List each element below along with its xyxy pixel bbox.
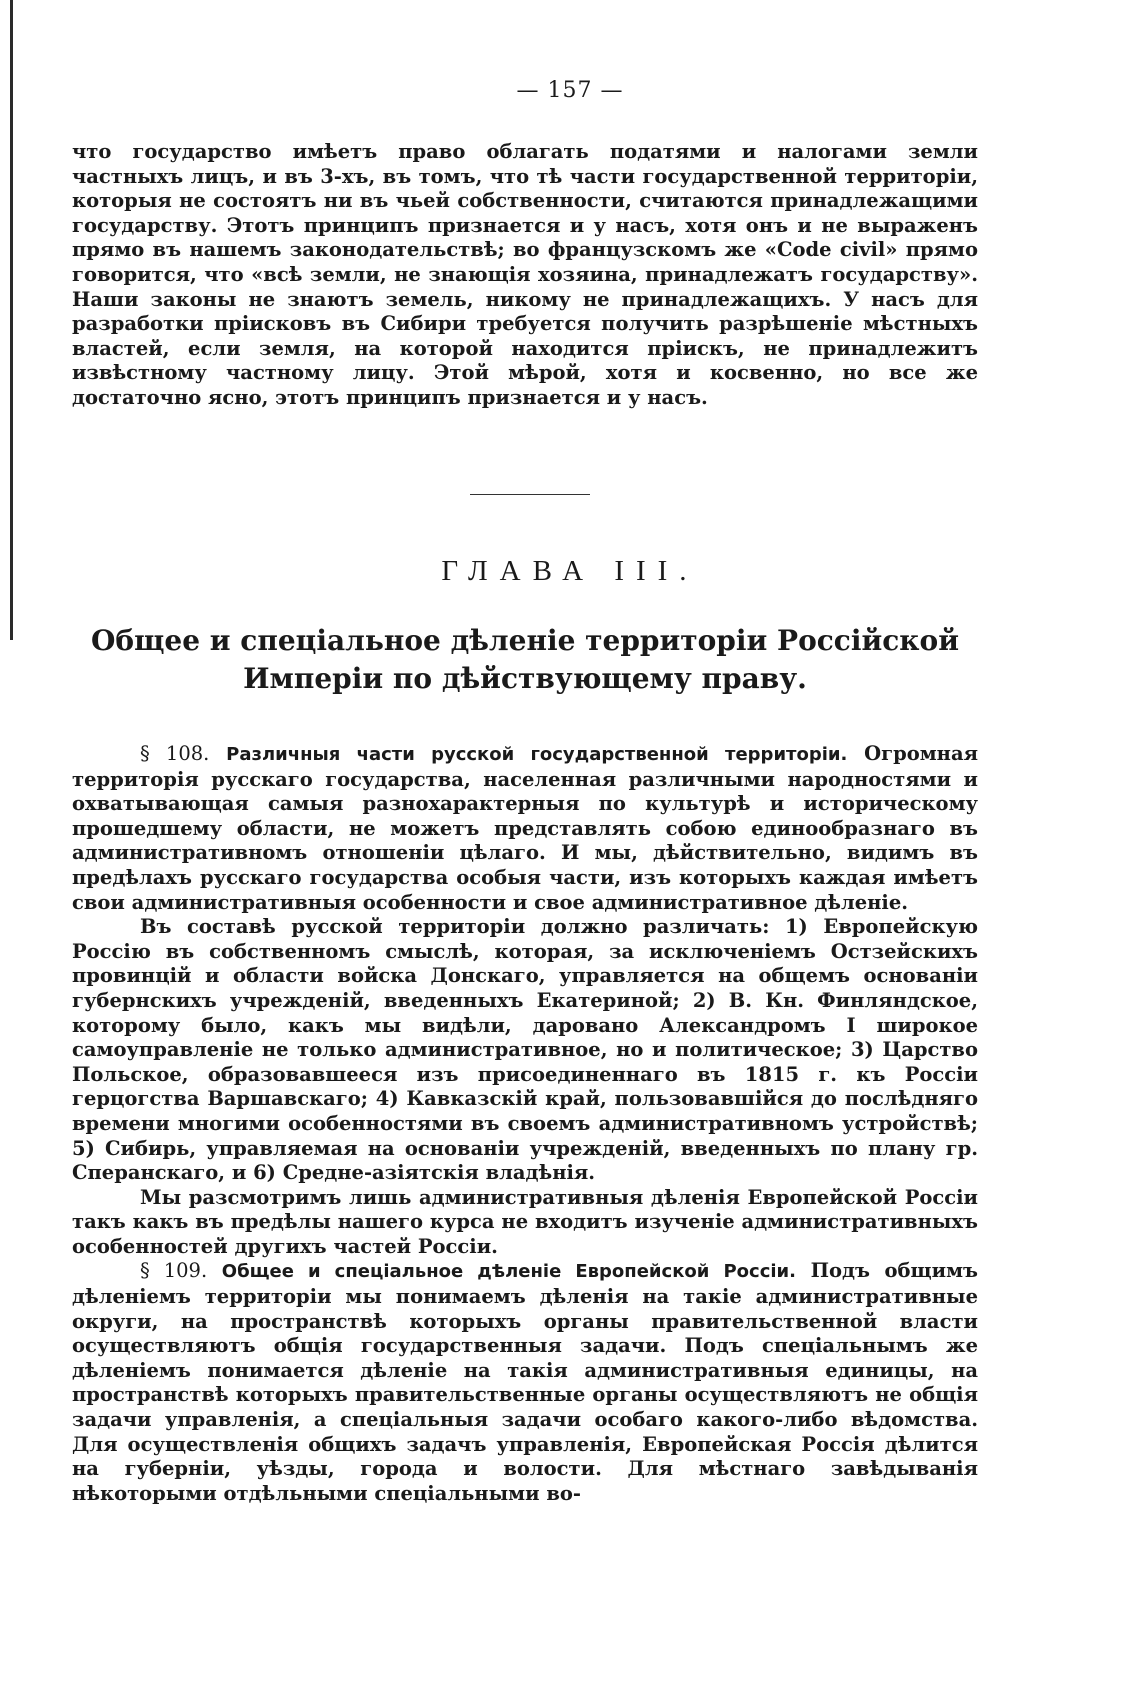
- page-number: — 157 —: [516, 78, 624, 103]
- chapter-body: [72, 742, 978, 1506]
- section-109-number: § 109.: [140, 1259, 208, 1283]
- section-108-text-1: Огромная территорія русскаго государства, населенная различными народностями и охватывающая самыя разнохарактерныя по культурѣ и историческому прошедшему области, не можетъ представлять собою единообразнаго въ административномъ отношеніи цѣлаго. И мы, дѣйствительно, видимъ въ предѣлахъ русскаго государства особыя части, изъ которыхъ каждая имѣетъ свои административныя особенности и свое административное дѣленіе.: [72, 742, 978, 914]
- chapter-label: ГЛАВА III.: [441, 555, 699, 587]
- section-108-number: § 108.: [140, 742, 210, 765]
- section-108-paragraph-2: Въ составѣ русской территоріи должно различать: 1) Европейскую Россію въ собственномъ смыслѣ, которая, за исключеніемъ Остзейскихъ провинцій и области войска Донскаго, управляется на общемъ основаніи губернскихъ учрежденій, введенныхъ Екатериной; 2) В. Кн. Финляндское, которому было, какъ мы видѣли, даровано Александромъ I широкое самоуправленіе не только административное, но и политическое; 3) Царство Польское, образовавшееся изъ присоединеннаго въ 1815 г. къ Россіи герцогства Варшавскаго; 4) Кавказскій край, пользовавшійся до послѣдняго времени многими особенностями въ своемъ административномъ устройствѣ; 5) Сибирь, управляемая на основаніи учрежденій, введенныхъ по плану гр. Сперанскаго, и 6) Средне-азіятскія владѣнія.: [72, 915, 978, 1185]
- section-108-paragraph-3: Мы разсмотримъ лишь административныя дѣленія Европейской Россіи такъ какъ въ предѣлы нашего курса не входитъ изученіе административныхъ особенностей другихъ частей Россіи.: [72, 1185, 978, 1258]
- section-108-heading: Различныя части русской государственной территоріи.: [226, 744, 848, 765]
- section-109-heading: Общее и спеціальное дѣленіе Европейской Россіи.: [221, 1261, 796, 1283]
- section-divider: [470, 494, 590, 495]
- section-109-text-1: Подъ общимъ дѣленіемъ территоріи мы понимаемъ дѣленія на такіе административные округи, на пространствѣ которыхъ органы правительственной власти осуществляютъ общія государственныя задачи. Подъ спеціальнымъ же дѣленіемъ понимается дѣленіе на такія административныя единицы, на пространствѣ которыхъ правительственные органы осуществляютъ не общія задачи управленія, а спеціальныя задачи особаго какого-либо вѣдомства. Для осуществленія общихъ задачъ управленія, Европейская Россія дѣлится на губерніи, уѣзды, города и волости. Для мѣстнаго завѣдыванія нѣкоторыми отдѣльными спеціальными во-: [72, 1259, 979, 1505]
- section-109-paragraph-1: [72, 1259, 978, 1506]
- intro-paragraph: что государство имѣетъ право облагать податями и налогами земли частныхъ лицъ, и въ 3-хъ, въ томъ, что тѣ части государственной территоріи, которыя не состоятъ ни въ чьей собственности, считаются принадлежащими государству. Этотъ принципъ признается и у насъ, хотя онъ и не выраженъ прямо въ нашемъ законодательствѣ; во французскомъ же «Code civil» прямо говорится, что «всѣ земли, не знающія хозяина, принадлежатъ государству». Наши законы не знаютъ земель, никому не принадлежащихъ. У насъ для разработки пріисковъ въ Сибири требуется получить разрѣшеніе мѣстныхъ властей, если земля, на которой находится пріискъ, не принадлежитъ извѣстному частному лицу. Этой мѣрой, хотя и косвенно, но все же достаточно ясно, этотъ принципъ признается и у насъ.: [72, 140, 978, 409]
- section-108-paragraph-1: [72, 742, 978, 915]
- chapter-title: Общее и спеціальное дѣленіе территоріи Россійской Имперіи по дѣйствующему праву.: [91, 624, 959, 695]
- intro-text-block: [72, 140, 978, 411]
